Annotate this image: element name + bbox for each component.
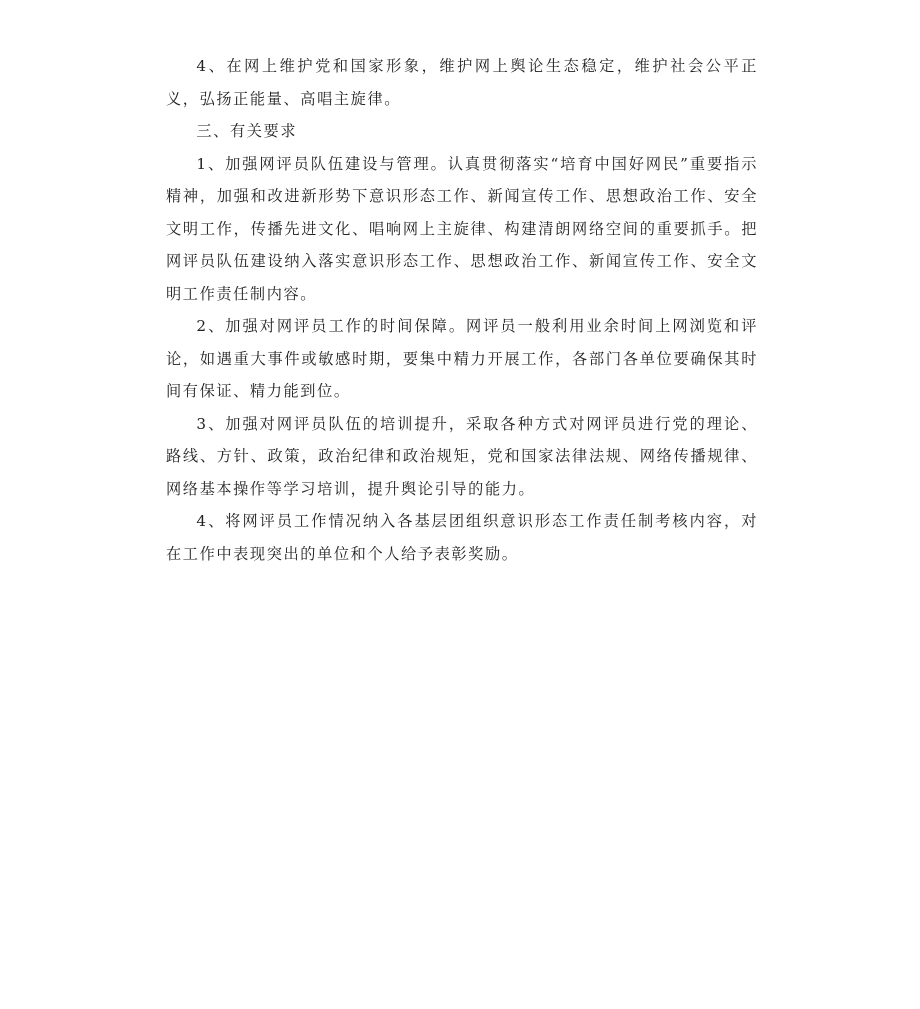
paragraph-requirement-3: 3、加强对网评员队伍的培训提升，采取各种方式对网评员进行党的理论、路线、方针、政策，政治纪律和政治规矩，党和国家法律法规、网络传播规律、网络基本操作等学习培训，提升舆论引导的能力。 bbox=[166, 414, 758, 498]
paragraph-requirement-2: 2、加强对网评员工作的时间保障。网评员一般利用业余时间上网浏览和评论，如遇重大事件或敏感时期，要集中精力开展工作，各部门各单位要确保其时间有保证、精力能到位。 bbox=[166, 317, 758, 400]
section-heading-requirements: 三、有关要求 bbox=[196, 122, 298, 140]
paragraph-requirement-4: 4、将网评员工作情况纳入各基层团组织意识形态工作责任制考核内容，对在工作中表现突出的单位和个人给予表彰奖励。 bbox=[166, 512, 758, 563]
document-page bbox=[166, 50, 758, 570]
paragraph-item-4-maintain-image: 4、在网上维护党和国家形象，维护网上舆论生态稳定，维护社会公平正义，弘扬正能量、高唱主旋律。 bbox=[166, 57, 758, 108]
paragraph-requirement-1: 1、加强网评员队伍建设与管理。认真贯彻落实“培育中国好网民”重要指示精神，加强和改进新形势下意识形态工作、新闻宣传工作、思想政治工作、安全文明工作，传播先进文化、唱响网上主旋律、构建清朗网络空间的重要抓手。把网评员队伍建设纳入落实意识形态工作、思想政治工作、新闻宣传工作、安全文明工作责任制内容。 bbox=[166, 154, 758, 303]
